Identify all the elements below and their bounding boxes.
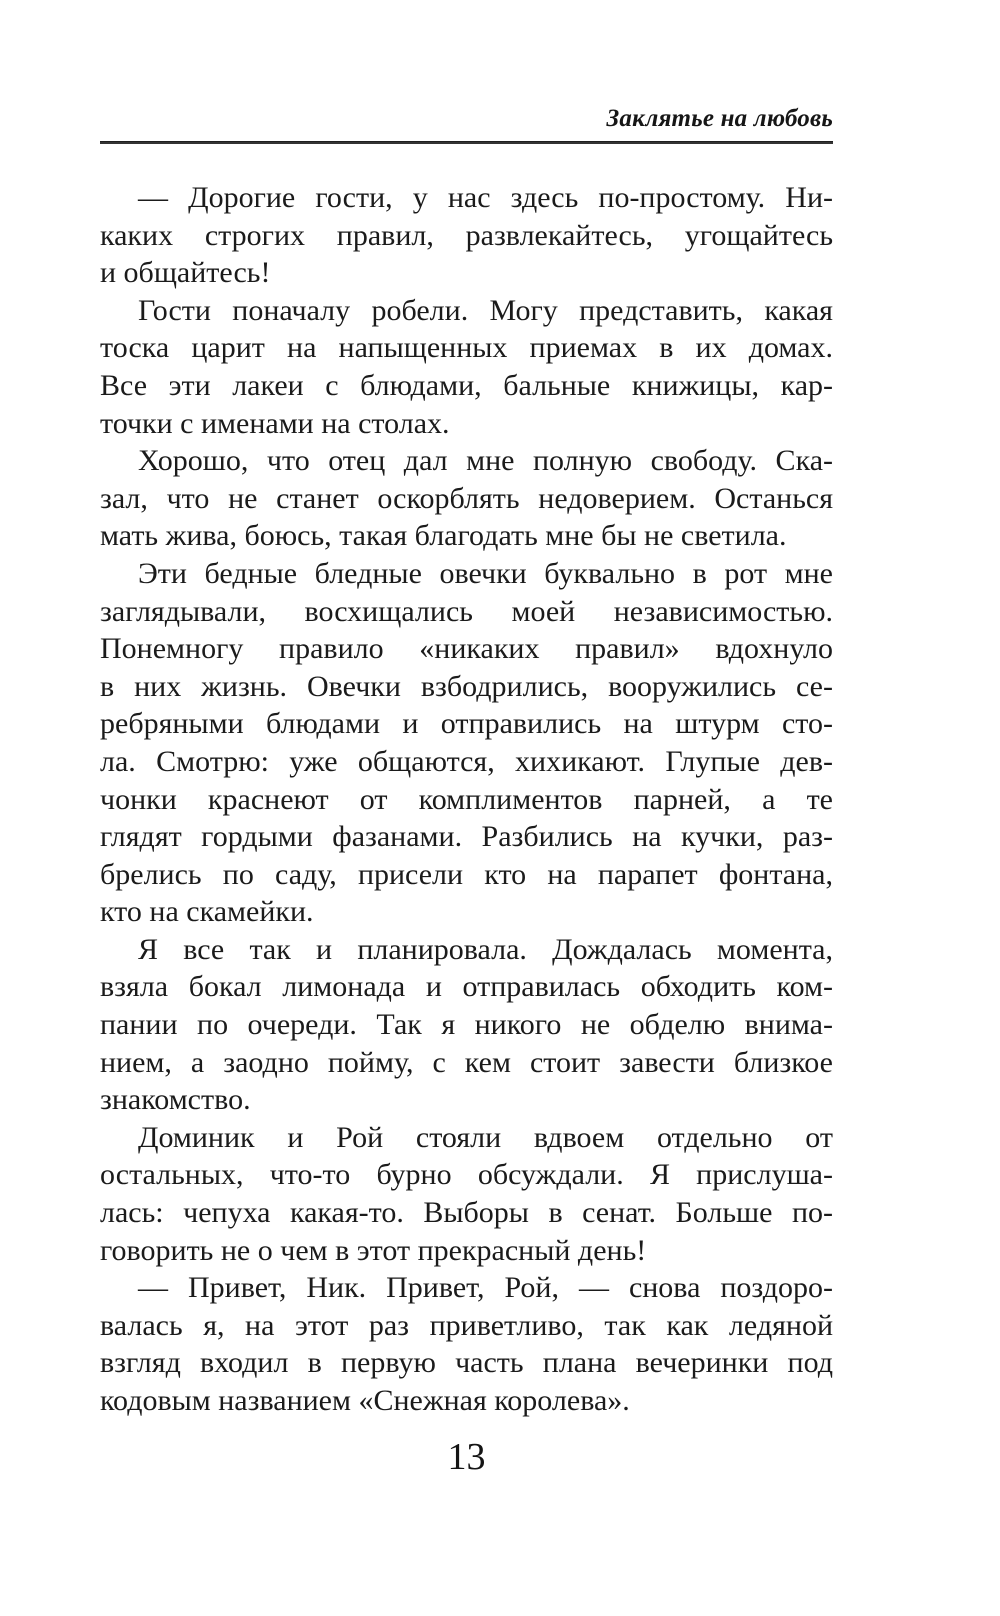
text-line: нием, а заодно пойму, с кем стоит завести близкое: [100, 1045, 833, 1079]
text-line: точки с именами на столах.: [100, 406, 450, 440]
text-line: взяла бокал лимонада и отправилась обходить ком-: [100, 970, 833, 1004]
text-line: пании по очереди. Так я никого не обделю внима-: [100, 1008, 833, 1042]
text-line: тоска царит на напыщенных приемах в их домах.: [100, 331, 833, 365]
text-line: Все эти лакеи с блюдами, бальные книжицы, кар-: [100, 368, 833, 402]
text-line: Гости поначалу робели. Могу представить, какая: [138, 293, 833, 327]
text-line: в них жизнь. Овечки взбодрились, вооружились се-: [100, 669, 833, 703]
text-line: кто на скамейки.: [100, 895, 314, 929]
text-line: — Привет, Ник. Привет, Рой, — снова поздоро-: [138, 1271, 833, 1305]
text-line: ребряными блюдами и отправились на штурм сто-: [100, 707, 833, 741]
text-line: остальных, что-то бурно обсуждали. Я прислуша-: [100, 1158, 833, 1192]
text-line: ла. Смотрю: уже общаются, хихикают. Глупые дев-: [100, 744, 833, 778]
text-line: брелись по саду, присели кто на парапет фонтана,: [100, 857, 833, 891]
page-number: 13: [447, 1436, 486, 1478]
text-line: взгляд входил в первую часть плана вечеринки под: [100, 1346, 833, 1380]
text-line: валась я, на этот раз приветливо, так как ледяной: [100, 1308, 833, 1342]
text-line: глядят гордыми фазанами. Разбились на кучки, раз-: [100, 820, 833, 854]
text-line: заглядывали, восхищались моей независимостью.: [100, 594, 833, 628]
running-header: Заклятье на любовь: [606, 105, 833, 132]
text-line: знакомство.: [100, 1083, 251, 1117]
text-line: лась: чепуха какая-то. Выборы в сенат. Больше по-: [100, 1196, 833, 1230]
text-line: Эти бедные бледные овечки буквально в рот мне: [138, 556, 833, 590]
text-line: Хорошо, что отец дал мне полную свободу. Ска-: [138, 444, 833, 478]
text-line: Доминик и Рой стояли вдвоем отдельно от: [138, 1120, 833, 1154]
text-line: Я все так и планировала. Дождалась момента,: [138, 932, 833, 966]
text-line: говорить не о чем в этот прекрасный день!: [100, 1233, 647, 1267]
text-line: каких строгих правил, развлекайтесь, угощайтесь: [100, 218, 833, 252]
text-column: [100, 0, 833, 1616]
text-line: мать жива, боюсь, такая благодать мне бы не светила.: [100, 519, 787, 553]
text-line: чонки краснеют от комплиментов парней, а те: [100, 782, 833, 816]
header-rule: [100, 141, 833, 144]
text-line: зал, что не станет оскорблять недоверием. Останься: [100, 481, 833, 515]
text-line: — Дорогие гости, у нас здесь по-простому. Ни-: [138, 181, 833, 214]
text-line: и общайтесь!: [100, 256, 271, 290]
text-line: кодовым названием «Снежная королева».: [100, 1384, 630, 1417]
text-line: Понемногу правило «никаких правил» вдохнуло: [100, 632, 833, 666]
body-text: [100, 179, 833, 1420]
